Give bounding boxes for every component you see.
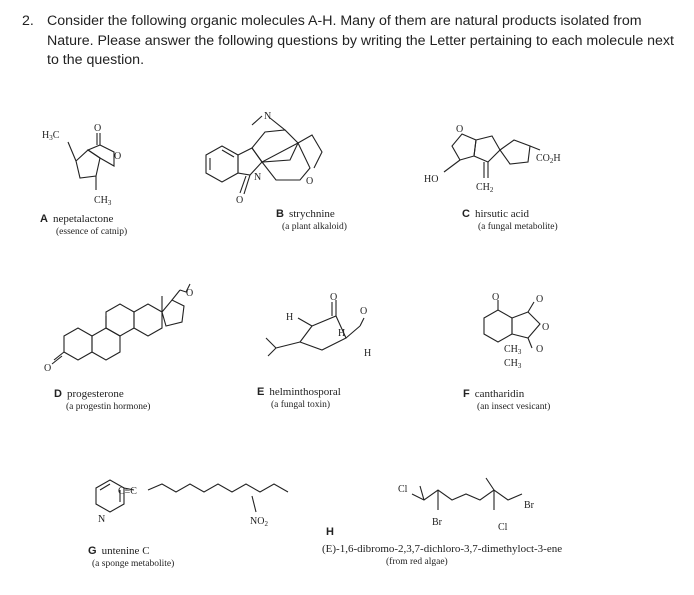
letter-b: B [276, 208, 284, 220]
note-c: (a fungal metabolite) [478, 222, 558, 232]
question-text: Consider the following organic molecules A-H. Many of them are natural products isolated from Nature. Please answer the following questions by writing the Letter pertaining to each molecule next to the question. [47, 13, 674, 68]
note-a: (essence of catnip) [56, 227, 128, 237]
svg-text:H3C: $H_3C$ [42, 130, 60, 142]
letter-e: E [257, 386, 265, 398]
svg-text:N: N [254, 172, 262, 183]
svg-text:O: O [114, 151, 122, 162]
caption-d [54, 388, 150, 412]
name-h: (E)-1,6-dibromo-2,3,7-dichloro-3,7-dimethyloct-3-ene [322, 543, 563, 555]
svg-text:C≡C: C≡C [118, 486, 137, 497]
svg-text:O: O [186, 288, 194, 299]
name-g: untenine C [101, 545, 150, 557]
caption-a [40, 213, 127, 237]
svg-text:Cl: Cl [398, 484, 408, 495]
caption-e [257, 386, 341, 410]
svg-text:Br: Br [524, 500, 534, 511]
structure-d-progesterone [44, 284, 193, 374]
svg-text:H: H [364, 348, 372, 359]
name-d: progesterone [66, 388, 124, 400]
letter-g: G [88, 545, 97, 557]
name-e: helminthosporal [269, 386, 341, 398]
svg-text:O: O [492, 292, 500, 303]
svg-text:CH3: $CH_3$ [504, 358, 522, 370]
question-number: 2. [22, 13, 34, 29]
svg-text:O: O [44, 363, 52, 374]
name-c: hirsutic acid [474, 208, 530, 220]
svg-text:CH3: $CH_3$ [94, 195, 112, 207]
structure-h-halogenated [398, 478, 535, 533]
note-e: (a fungal toxin) [271, 400, 331, 410]
svg-text:O: O [94, 123, 102, 134]
svg-text:O: O [306, 176, 314, 187]
name-f: cantharidin [474, 388, 525, 400]
note-g: (a sponge metabolite) [92, 559, 175, 569]
svg-text:O: O [542, 322, 550, 333]
letter-h: H [326, 526, 334, 538]
svg-text:O: O [536, 294, 544, 305]
svg-text:Cl: Cl [498, 522, 508, 533]
letter-c: C [462, 208, 470, 220]
svg-text:H: H [338, 328, 346, 339]
note-h: (from red algae) [386, 557, 448, 567]
caption-c [462, 208, 558, 232]
note-d: (a progestin hormone) [66, 402, 151, 412]
caption-b [276, 208, 347, 232]
caption-g [88, 545, 174, 569]
letter-d: D [54, 388, 62, 400]
svg-text:O: O [536, 344, 544, 355]
svg-text:O: O [236, 195, 244, 206]
svg-text:H: H [286, 312, 294, 323]
svg-text:Br: Br [432, 517, 442, 528]
svg-text:N: N [264, 111, 272, 122]
svg-text:O: O [360, 306, 368, 317]
structure-b-strychnine [206, 111, 322, 206]
svg-text:CO2H: $CO_2H$ [536, 153, 561, 165]
note-f: (an insect vesicant) [477, 402, 551, 412]
svg-text:HO: HO [424, 174, 439, 185]
name-a: nepetalactone [52, 213, 114, 225]
svg-text:N: N [98, 514, 106, 525]
caption-h [322, 526, 562, 567]
structure-f-cantharidin [484, 292, 549, 370]
structure-g-untenine-c [96, 480, 288, 528]
letter-f: F [463, 388, 470, 400]
caption-f [463, 388, 550, 412]
svg-text:CH3: $CH_3$ [504, 344, 522, 356]
svg-text:NO2: $NO_2$ [250, 516, 268, 528]
name-b: strychnine [288, 208, 335, 220]
svg-text:CH2: $CH_2$ [476, 182, 494, 194]
structure-e-helminthosporal [266, 292, 371, 359]
svg-text:O: O [456, 124, 464, 135]
note-b: (a plant alkaloid) [282, 222, 347, 232]
letter-a: A [40, 213, 48, 225]
svg-text:O: O [330, 292, 338, 303]
structure-c-hirsutic-acid [424, 124, 561, 194]
structure-a-nepetalactone [42, 123, 121, 207]
